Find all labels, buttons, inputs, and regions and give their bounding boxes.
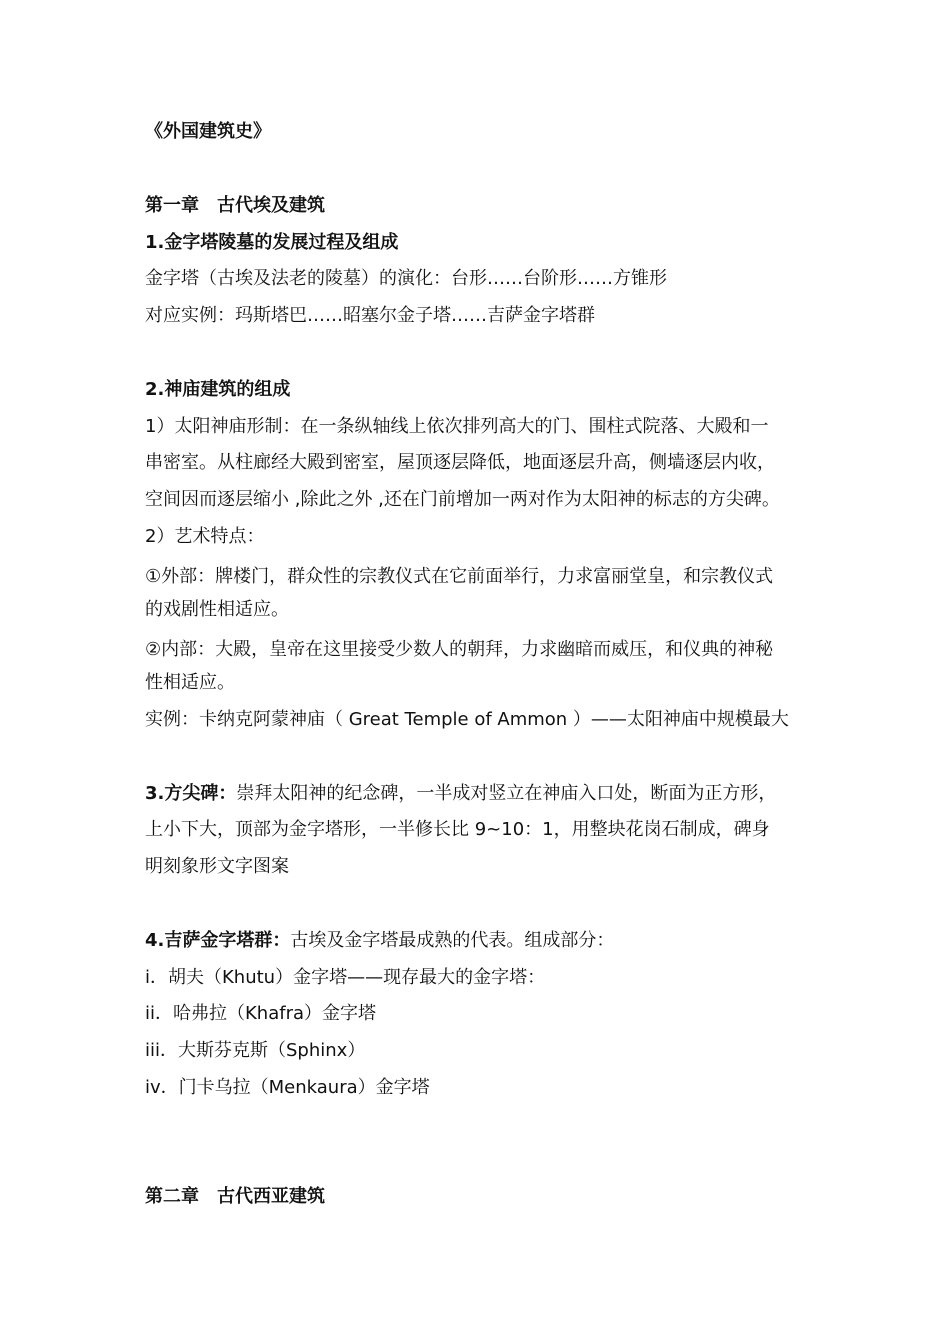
paragraph-line: 2）艺术特点： [145,526,265,547]
paragraph-line: 性相适应。 [145,672,235,693]
list-item: ii．哈弗拉（Khafra）金字塔 [145,1003,377,1024]
list-item: iii．大斯芬克斯（Sphinx） [145,1040,366,1061]
paragraph-line: 实例：卡纳克阿蒙神庙（ Great Temple of Ammon ）——太阳神庙中规模最大 [145,709,789,730]
paragraph-line: 对应实例：玛斯塔巴……昭塞尔金子塔……吉萨金字塔群 [145,305,595,326]
list-item: iv．门卡乌拉（Menkaura）金字塔 [145,1077,430,1098]
paragraph-line: ②内部：大殿，皇帝在这里接受少数人的朝拜，力求幽暗而威压，和仪典的神秘 [145,639,774,660]
section-3-paragraph [145,782,815,806]
paragraph-line: 的戏剧性相适应。 [145,599,289,620]
section-4-label: 4.吉萨金字塔群： [145,930,291,951]
paragraph-line: 串密室。从柱廊经大殿到密室，屋顶逐层降低，地面逐层升高，侧墙逐层内收， [145,452,775,473]
paragraph-line: 明刻象形文字图案 [145,856,289,877]
paragraph-line: 上小下大，顶部为金字塔形，一半修长比 9~10：1，用整块花岗石制成，碑身 [145,819,770,840]
paragraph-line: 空间因而逐层缩小 ,除此之外 ,还在门前增加一两对作为太阳神的标志的方尖碑。 [145,489,780,510]
section-4-intro: 古埃及金字塔最成熟的代表。组成部分： [290,930,615,951]
list-item: i．胡夫（Khutu）金字塔——现存最大的金字塔： [145,967,546,988]
section-2-heading: 2.神庙建筑的组成 [145,379,291,400]
section-3-label: 3.方尖碑： [145,783,237,804]
section-4-paragraph [145,929,815,953]
chapter-2-heading: 第二章 古代西亚建筑 [145,1186,325,1207]
paragraph-line: 1）太阳神庙形制：在一条纵轴线上依次排列高大的门、围柱式院落、大殿和一 [145,416,769,437]
paragraph-line: ①外部：牌楼门，群众性的宗教仪式在它前面举行，力求富丽堂皇，和宗教仪式 [145,566,774,587]
chapter-1-heading: 第一章 古代埃及建筑 [145,195,325,216]
section-3-text: 崇拜太阳神的纪念碑，一半成对竖立在神庙入口处，断面为正方形， [236,783,777,804]
paragraph-line: 金字塔（古埃及法老的陵墓）的演化：台形……台阶形……方锥形 [145,268,667,289]
section-1-heading: 1.金字塔陵墓的发展过程及组成 [145,232,399,253]
document-title: 《外国建筑史》 [145,121,271,142]
